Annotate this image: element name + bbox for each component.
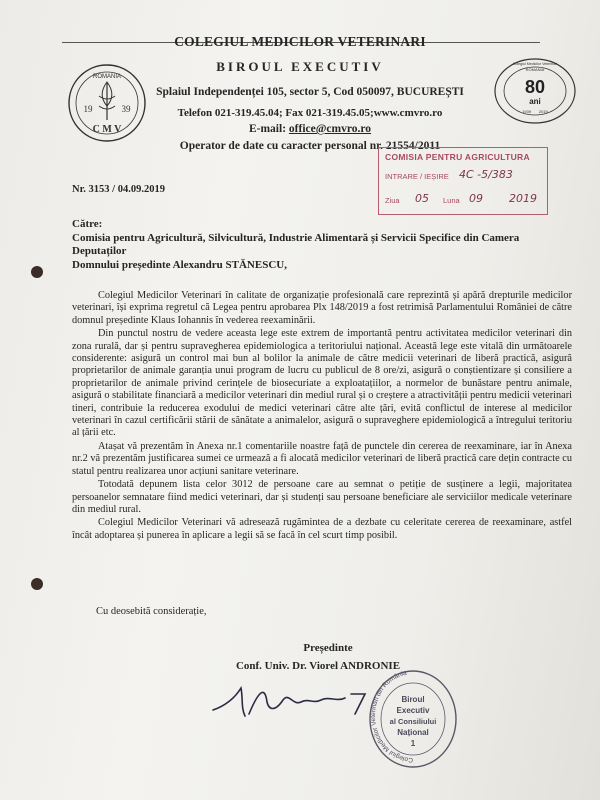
logo-right-unit: ani <box>529 97 541 106</box>
seal-line: al Consiliului <box>389 717 437 726</box>
letter-body <box>72 290 572 542</box>
seal-line: Național <box>397 728 429 737</box>
logo-left-letters: C M V <box>92 124 122 135</box>
signatory-name: Conf. Univ. Dr. Viorel ANDRONIE <box>235 660 401 672</box>
recipient-block <box>72 218 592 272</box>
logo-right-top: Colegiul Medicilor Veterinari <box>512 62 558 66</box>
stamp-day: 05 <box>415 192 429 205</box>
logo-left-top: ROMANIA <box>92 74 122 80</box>
body-paragraph: Totodată depunem lista celor 3012 de persoane care au semnat o petiție de susținere a legii, majoritatea persoanelor semnatare fiind medici veterinari, dar și studenți sau persoane beneficiare ale serviciilor medicale veterinare din mediul rural. <box>72 479 572 515</box>
org-name: COLEGIUL MEDICILOR VETERINARI <box>174 34 426 49</box>
operator-line: Operator de date cu caracter personal nr. 21554/2011 <box>179 140 441 152</box>
org-phone: Telefon 021-319.45.04; Fax 021-319.45.05;www.cmvro.ro <box>177 107 443 119</box>
logo-right-years: 1939 2019 <box>522 109 548 114</box>
anniversary-logo <box>493 57 577 125</box>
stamp-year: 2019 <box>509 192 537 205</box>
body-paragraph: Atașat vă prezentăm în Anexa nr.1 comentariile noastre față de punctele din cererea de reexaminare, iar în Anexa nr.2 vă prezentăm justificarea sumei ce urmează a fi alocată medicilor veterinari de liberă practică care dețin contracte cu statul pentru realizarea unor acțiuni sanitare veterinare. <box>72 440 572 477</box>
recipient-to: Către: <box>72 218 103 230</box>
logo-right-country: ROMANIA <box>525 67 545 72</box>
org-unit: BIROUL EXECUTIV <box>216 59 384 74</box>
closing-line: Cu deosebită considerație, <box>96 606 207 617</box>
punch-hole <box>31 266 43 278</box>
signatory-role: Președinte <box>303 642 353 654</box>
document-number: Nr. 3153 / 04.09.2019 <box>72 184 165 195</box>
logo-left-year-right: 39 <box>121 104 131 114</box>
stamp-day-label: Ziua <box>385 196 400 205</box>
seal-line: 1 <box>410 739 416 748</box>
email-label: E-mail: <box>248 123 289 135</box>
body-paragraph: Din punctul nostru de vedere aceasta lege este extrem de importantă pentru activitatea medicilor veterinari din zona rurală, dar și pentru supravegherea epidemiologica a teritoriului național. Această lege este vitală din următoarele considerente: asigură un control mai bun al bolilor la animale de către medicii veterinari de liberă practică, asigură proprietarilor de animale garanția unui program de lucru cu publicul de 8 ore/zi, asigură o conștientizare și consiliere a proprietarilor de animale privind cerințele de biosecuriate a exploatațiilor, a normelor de bunăstare pentru animale, asigură o stabilitate financiară a medicilor veterinari din mediul rural și o creștere a atractivității pentru medicii veterinari tineri, contribuie la reducerea exodului de medici veterinari către alte țări, evită conflictul de interese al medicilor veterinari în cazul certificării stării de sănătate a animalelor, asigură o supraveghere epidemiologică a întregului teritoriu al țării etc. <box>72 328 572 439</box>
body-paragraph: Colegiul Medicilor Veterinari vă adresează rugămintea de a dezbate cu celeritate cererea de reexaminare, astfel încât adoptarea și punerea în aplicare a legii să se facă în cel scurt timp posibil. <box>72 517 572 541</box>
email-link[interactable]: office@cmvro.ro <box>288 123 372 135</box>
logo-left-year-left: 19 <box>83 104 93 114</box>
punch-hole <box>31 578 43 590</box>
seal-ring-text: Colegiul Medicilor Veterinari din România <box>370 669 414 764</box>
handwritten-signature <box>205 680 375 720</box>
stamp-month-label: Luna <box>443 196 460 205</box>
seal-line: Biroul <box>401 695 425 704</box>
stamp-title: COMISIA PENTRU AGRICULTURA <box>385 152 530 162</box>
cmv-logo <box>66 62 148 144</box>
org-address: Splaiul Independenței 105, sector 5, Cod 050097, BUCUREȘTI <box>156 86 464 98</box>
recipient-line: Domnului președinte Alexandru STĂNESCU, <box>72 258 287 271</box>
logo-right-number: 80 <box>524 77 546 97</box>
body-paragraph: Colegiul Medicilor Veterinari în calitate de organizație profesională care reprezintă și apără drepturile medicilor veterinari, își exprima regretul că Legea pentru aprobarea Plx 148/2019 a fost retrimisă Parlamentului României de către domnul președinte Klaus Iohannis în vederea reexaminării. <box>72 290 572 326</box>
recipient-line: Comisia pentru Agricultură, Silvicultură, Industrie Alimentară și Servicii Specifice din Camera <box>72 231 520 244</box>
registration-stamp <box>378 147 548 215</box>
stamp-month: 09 <box>469 192 483 205</box>
stamp-ref-handwritten: 4C -5/383 <box>459 168 513 181</box>
official-seal <box>368 668 458 770</box>
recipient-line: Deputaților <box>72 245 127 257</box>
stamp-entry-label: INTRARE / IEȘIRE <box>385 172 449 181</box>
seal-line: Executiv <box>396 706 430 715</box>
